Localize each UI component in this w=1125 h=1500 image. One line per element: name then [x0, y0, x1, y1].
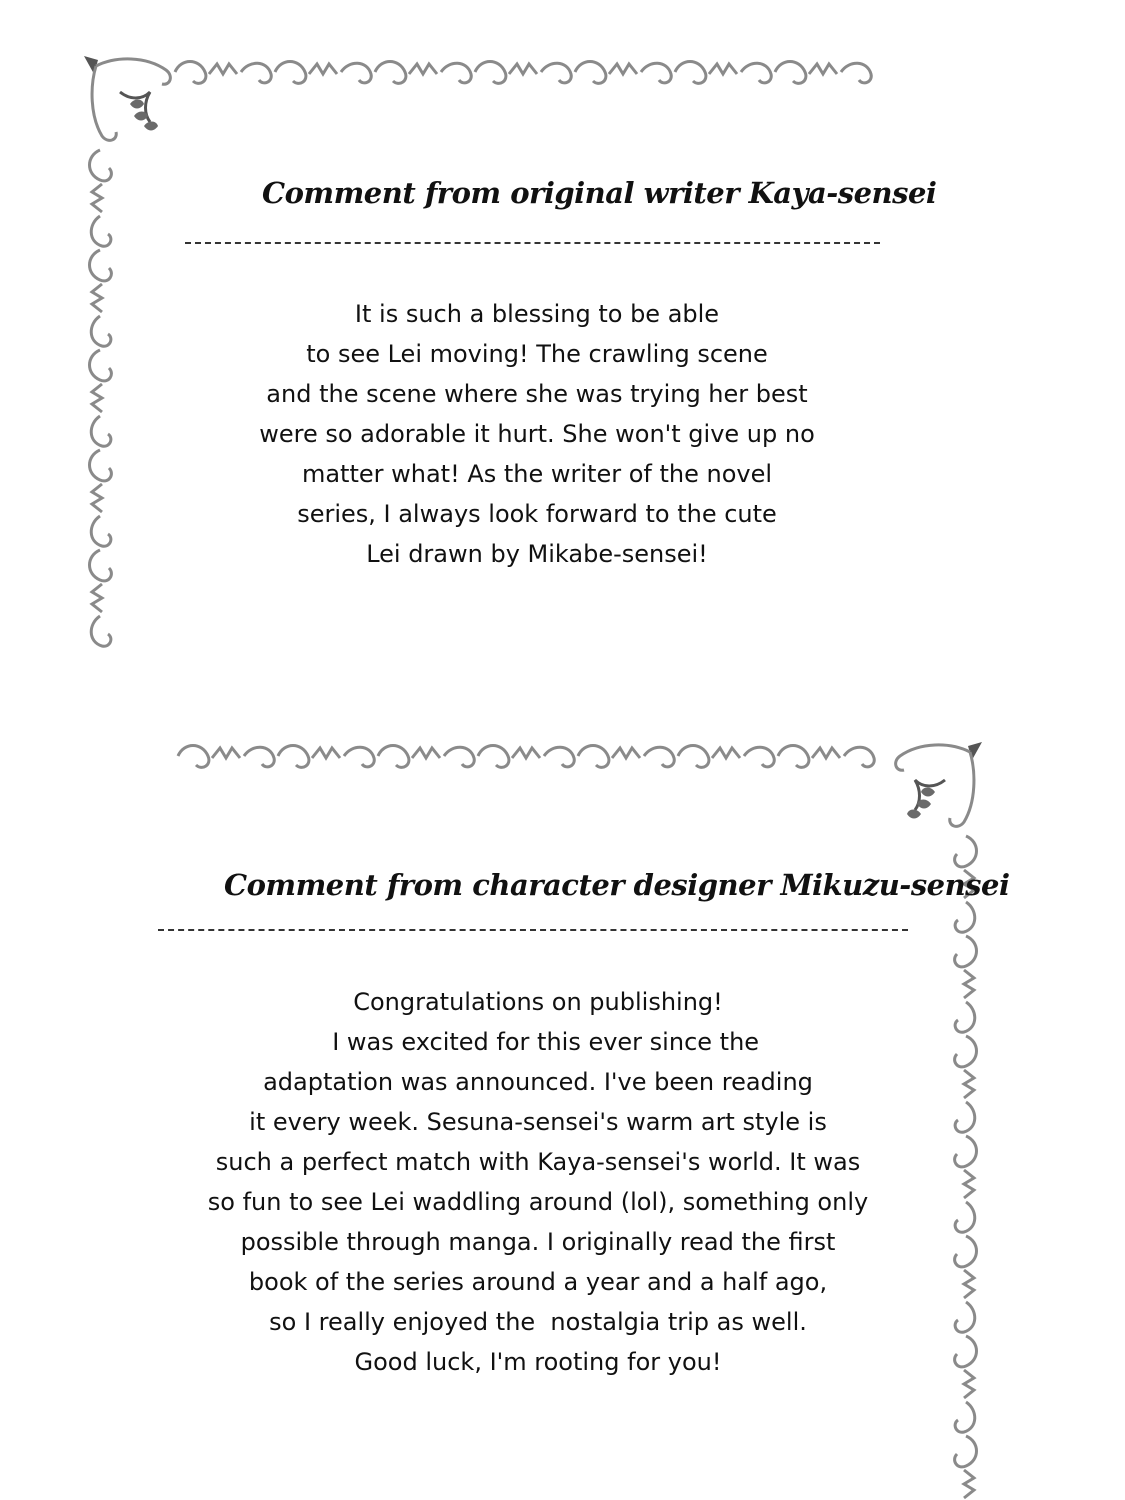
designer-comment-divider	[158, 929, 908, 931]
message-line: book of the series around a year and a half ago,	[248, 1268, 828, 1296]
message-line: possible through manga. I originally read the first	[240, 1228, 836, 1256]
message-line: it every week. Sesuna-sensei's warm art style is	[249, 1108, 827, 1136]
bottom-right-frame-top-border	[178, 746, 874, 768]
message-line: matter what! As the writer of the novel	[301, 460, 773, 488]
message-line: such a perfect match with Kaya-sensei's world. It was	[215, 1148, 861, 1176]
writer-comment-divider	[185, 242, 880, 244]
message-line: so I really enjoyed the nostalgia trip as well.	[269, 1308, 807, 1336]
message-line: series, I always look forward to the cute	[297, 500, 777, 528]
top-left-corner-ornament	[84, 56, 170, 140]
message-line: Congratulations on publishing!	[353, 988, 723, 1016]
writer-comment-message	[232, 294, 842, 574]
bottom-right-frame-right-border	[955, 836, 977, 1500]
message-line: were so adorable it hurt. She won't give up no	[259, 420, 815, 448]
writer-comment-heading: Comment from original writer Kaya-sensei	[262, 176, 937, 210]
message-line: and the scene where she was trying her best	[266, 380, 808, 408]
message-line: to see Lei moving! The crawling scene	[306, 340, 768, 368]
message-line: I was excited for this ever since the	[316, 1028, 760, 1056]
top-left-frame-top-border	[175, 62, 871, 84]
designer-comment-heading: Comment from character designer Mikuzu-sensei	[224, 868, 1010, 902]
top-left-frame-left-border	[90, 150, 112, 646]
designer-comment-message	[168, 982, 908, 1382]
message-line: adaptation was announced. I've been reading	[263, 1068, 813, 1096]
message-line: Good luck, I'm rooting for you!	[354, 1348, 722, 1376]
message-line: It is such a blessing to be able	[354, 300, 720, 328]
message-line: so fun to see Lei waddling around (lol), something only	[207, 1188, 869, 1216]
message-line: Lei drawn by Mikabe-sensei!	[366, 540, 708, 568]
top-right-corner-ornament	[896, 742, 982, 826]
